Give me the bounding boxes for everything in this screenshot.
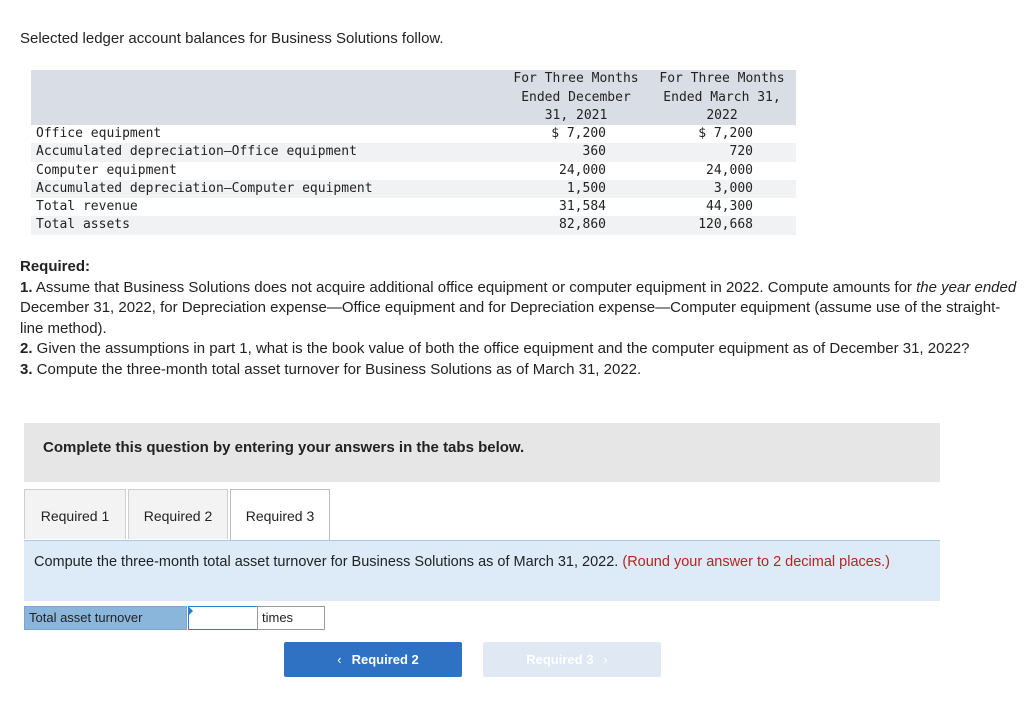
row-value-dec-2021: 82,860 <box>559 217 606 233</box>
input-marker-icon <box>188 606 193 616</box>
row-value-mar-2022: 120,668 <box>698 217 753 233</box>
ledger-header <box>31 70 796 125</box>
row-value-dec-2021: 24,000 <box>559 162 606 178</box>
ledger-row <box>31 216 796 234</box>
ledger-row <box>31 143 796 161</box>
required-item-2 <box>20 339 1020 360</box>
required-item-1 <box>20 278 1020 340</box>
next-tab-button[interactable] <box>483 642 661 677</box>
row-label: Accumulated depreciation—Office equipment <box>36 144 357 160</box>
item-text: December 31, 2022, for Depreciation expense—Office equipment and for Depreciation expense—Computer equipment (assume use of the straight-line method). <box>20 299 1001 337</box>
ledger-row <box>31 198 796 216</box>
tab-required-1[interactable]: Required 1 <box>24 489 126 539</box>
row-label: Computer equipment <box>36 162 177 178</box>
row-value-mar-2022: 24,000 <box>706 162 753 178</box>
question-text: Compute the three-month total asset turnover for Business Solutions as of March 31, 2022. <box>34 554 623 570</box>
row-label: Accumulated depreciation—Computer equipment <box>36 180 373 196</box>
next-button-label: Required 3 <box>526 652 594 667</box>
rounding-note: (Round your answer to 2 decimal places.) <box>622 554 890 570</box>
instructions-banner <box>24 423 940 482</box>
row-value-dec-2021: $ 7,200 <box>551 126 606 141</box>
item-text-italic: the year ended <box>916 278 1017 296</box>
tab-required-2[interactable]: Required 2 <box>128 489 228 539</box>
row-value-mar-2022: 720 <box>729 144 753 160</box>
item-number: 3. <box>20 360 33 378</box>
row-label: Total assets <box>36 217 130 233</box>
item-number: 2. <box>20 340 33 357</box>
instructions-text: Complete this question by entering your answers in the tabs below. <box>43 439 525 456</box>
column-header-mar-2022: For Three Months Ended March 31, 2022 <box>659 71 785 123</box>
row-value-dec-2021: 1,500 <box>566 180 606 196</box>
previous-tab-button[interactable] <box>284 642 462 677</box>
chevron-left-icon: ‹ <box>337 652 342 667</box>
ledger-row <box>31 125 796 143</box>
tab-required-3[interactable]: Required 3 <box>230 489 330 541</box>
item-text: Compute the three-month total asset turnover for Business Solutions as of March 31, 2022. <box>32 360 642 378</box>
tab-content-panel <box>24 540 940 601</box>
column-header-dec-2021: For Three Months Ended December 31, 2021 <box>513 71 639 123</box>
chevron-right-icon: › <box>603 652 608 667</box>
item-number: 1. <box>20 278 33 296</box>
required-section <box>20 257 1020 380</box>
ledger-table <box>31 70 796 235</box>
row-label: Total revenue <box>36 199 138 215</box>
total-asset-turnover-label: Total asset turnover <box>24 606 187 630</box>
previous-button-label: Required 2 <box>351 652 419 667</box>
row-value-mar-2022: 3,000 <box>713 180 753 196</box>
ledger-row <box>31 162 796 180</box>
ledger-row <box>31 180 796 198</box>
row-value-mar-2022: $ 7,200 <box>698 126 753 141</box>
required-heading: Required: <box>20 258 91 275</box>
row-label: Office equipment <box>36 126 162 141</box>
item-text: Assume that Business Solutions does not acquire additional office equipment or computer equipment in 2022. Compute amounts for <box>32 278 917 296</box>
row-value-dec-2021: 360 <box>582 144 606 160</box>
tab-question <box>34 553 924 572</box>
row-value-dec-2021: 31,584 <box>559 199 606 215</box>
unit-label: times <box>257 606 325 630</box>
total-asset-turnover-input[interactable] <box>188 606 258 630</box>
item-text: Given the assumptions in part 1, what is the book value of both the office equipment and the computer equipment as of December 31, 2022? <box>32 340 970 357</box>
intro-text: Selected ledger account balances for Business Solutions follow. <box>20 30 444 47</box>
row-value-mar-2022: 44,300 <box>706 199 753 215</box>
required-item-3 <box>20 360 1020 381</box>
